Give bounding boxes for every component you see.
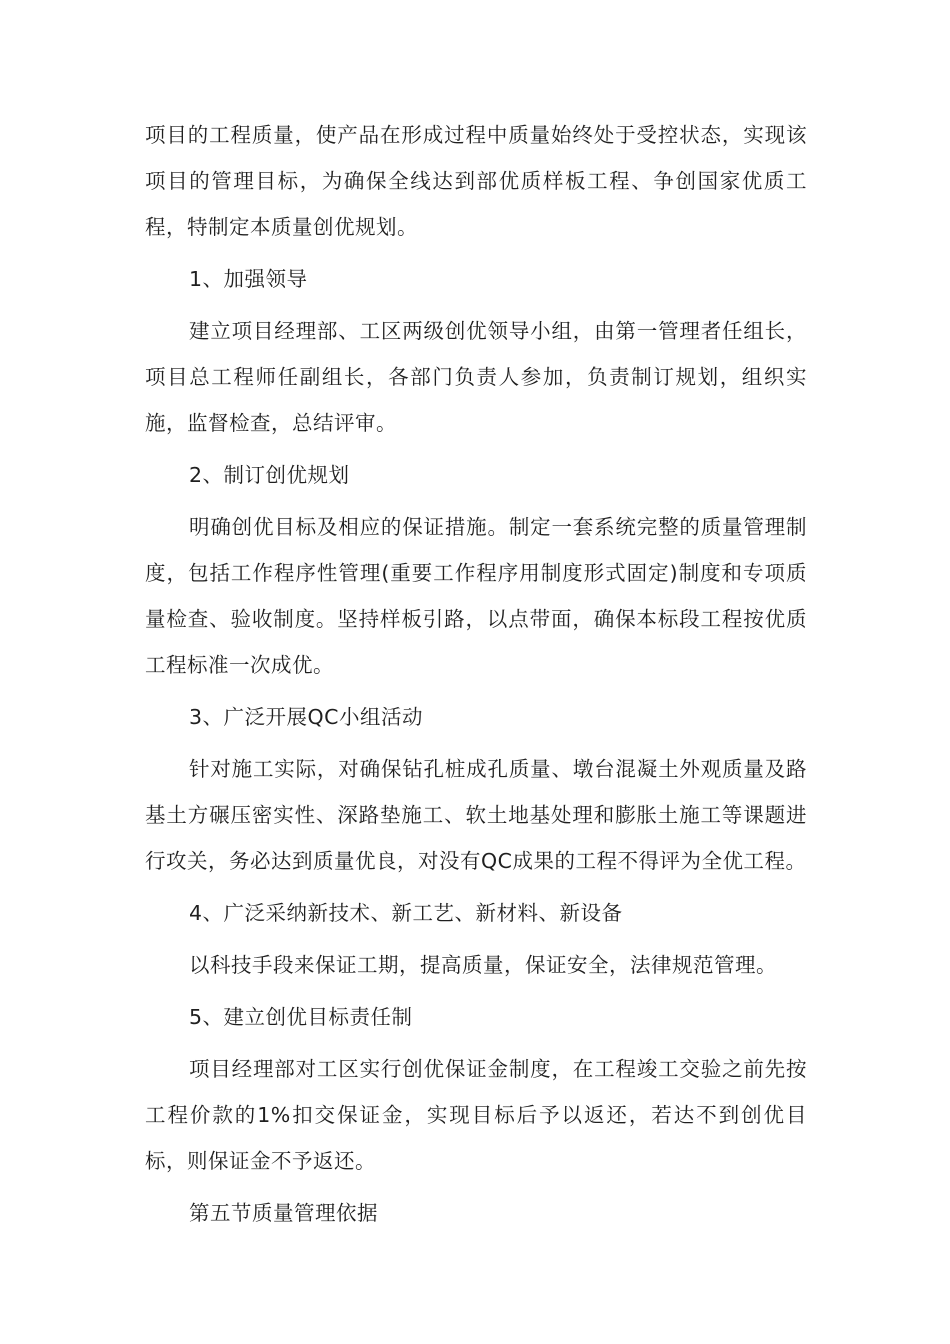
heading-strengthen-leadership: 1、加强领导: [189, 267, 308, 291]
document-body: [145, 112, 807, 1242]
paragraph-leadership: 建立项目经理部、工区两级创优领导小组，由第一管理者任组长，项目总工程师任副组长，各部门负责人参加，负责制订规划，组织实施，监督检查，总结评审。: [145, 319, 807, 435]
heading-excellence-plan: 2、制订创优规划: [189, 463, 350, 487]
heading-qc-activities: 3、广泛开展QC小组活动: [189, 705, 423, 729]
paragraph-responsibility-system: 项目经理部对工区实行创优保证金制度，在工程竣工交验之前先按工程价款的1%扣交保证金，实现目标后予以返还，若达不到创优目标，则保证金不予返还。: [145, 1057, 807, 1173]
heading-section-five: 第五节质量管理依据: [189, 1201, 378, 1225]
heading-responsibility-system: 5、建立创优目标责任制: [189, 1005, 413, 1029]
heading-new-technology: 4、广泛采纳新技术、新工艺、新材料、新设备: [189, 901, 623, 925]
paragraph-intro: 项目的工程质量，使产品在形成过程中质量始终处于受控状态，实现该项目的管理目标，为确保全线达到部优质样板工程、争创国家优质工程，特制定本质量创优规划。: [145, 123, 807, 239]
paragraph-qc-activities: 针对施工实际，对确保钻孔桩成孔质量、墩台混凝土外观质量及路基土方碾压密实性、深路垫施工、软土地基处理和膨胀土施工等课题进行攻关，务必达到质量优良，对没有QC成果的工程不得评为全优工程。: [145, 757, 807, 873]
paragraph-excellence-plan: 明确创优目标及相应的保证措施。制定一套系统完整的质量管理制度，包括工作程序性管理(重要工作程序用制度形式固定)制度和专项质量检查、验收制度。坚持样板引路，以点带面，确保本标段工程按优质工程标准一次成优。: [145, 515, 807, 677]
paragraph-new-technology: 以科技手段来保证工期，提高质量，保证安全，法律规范管理。: [189, 953, 777, 977]
